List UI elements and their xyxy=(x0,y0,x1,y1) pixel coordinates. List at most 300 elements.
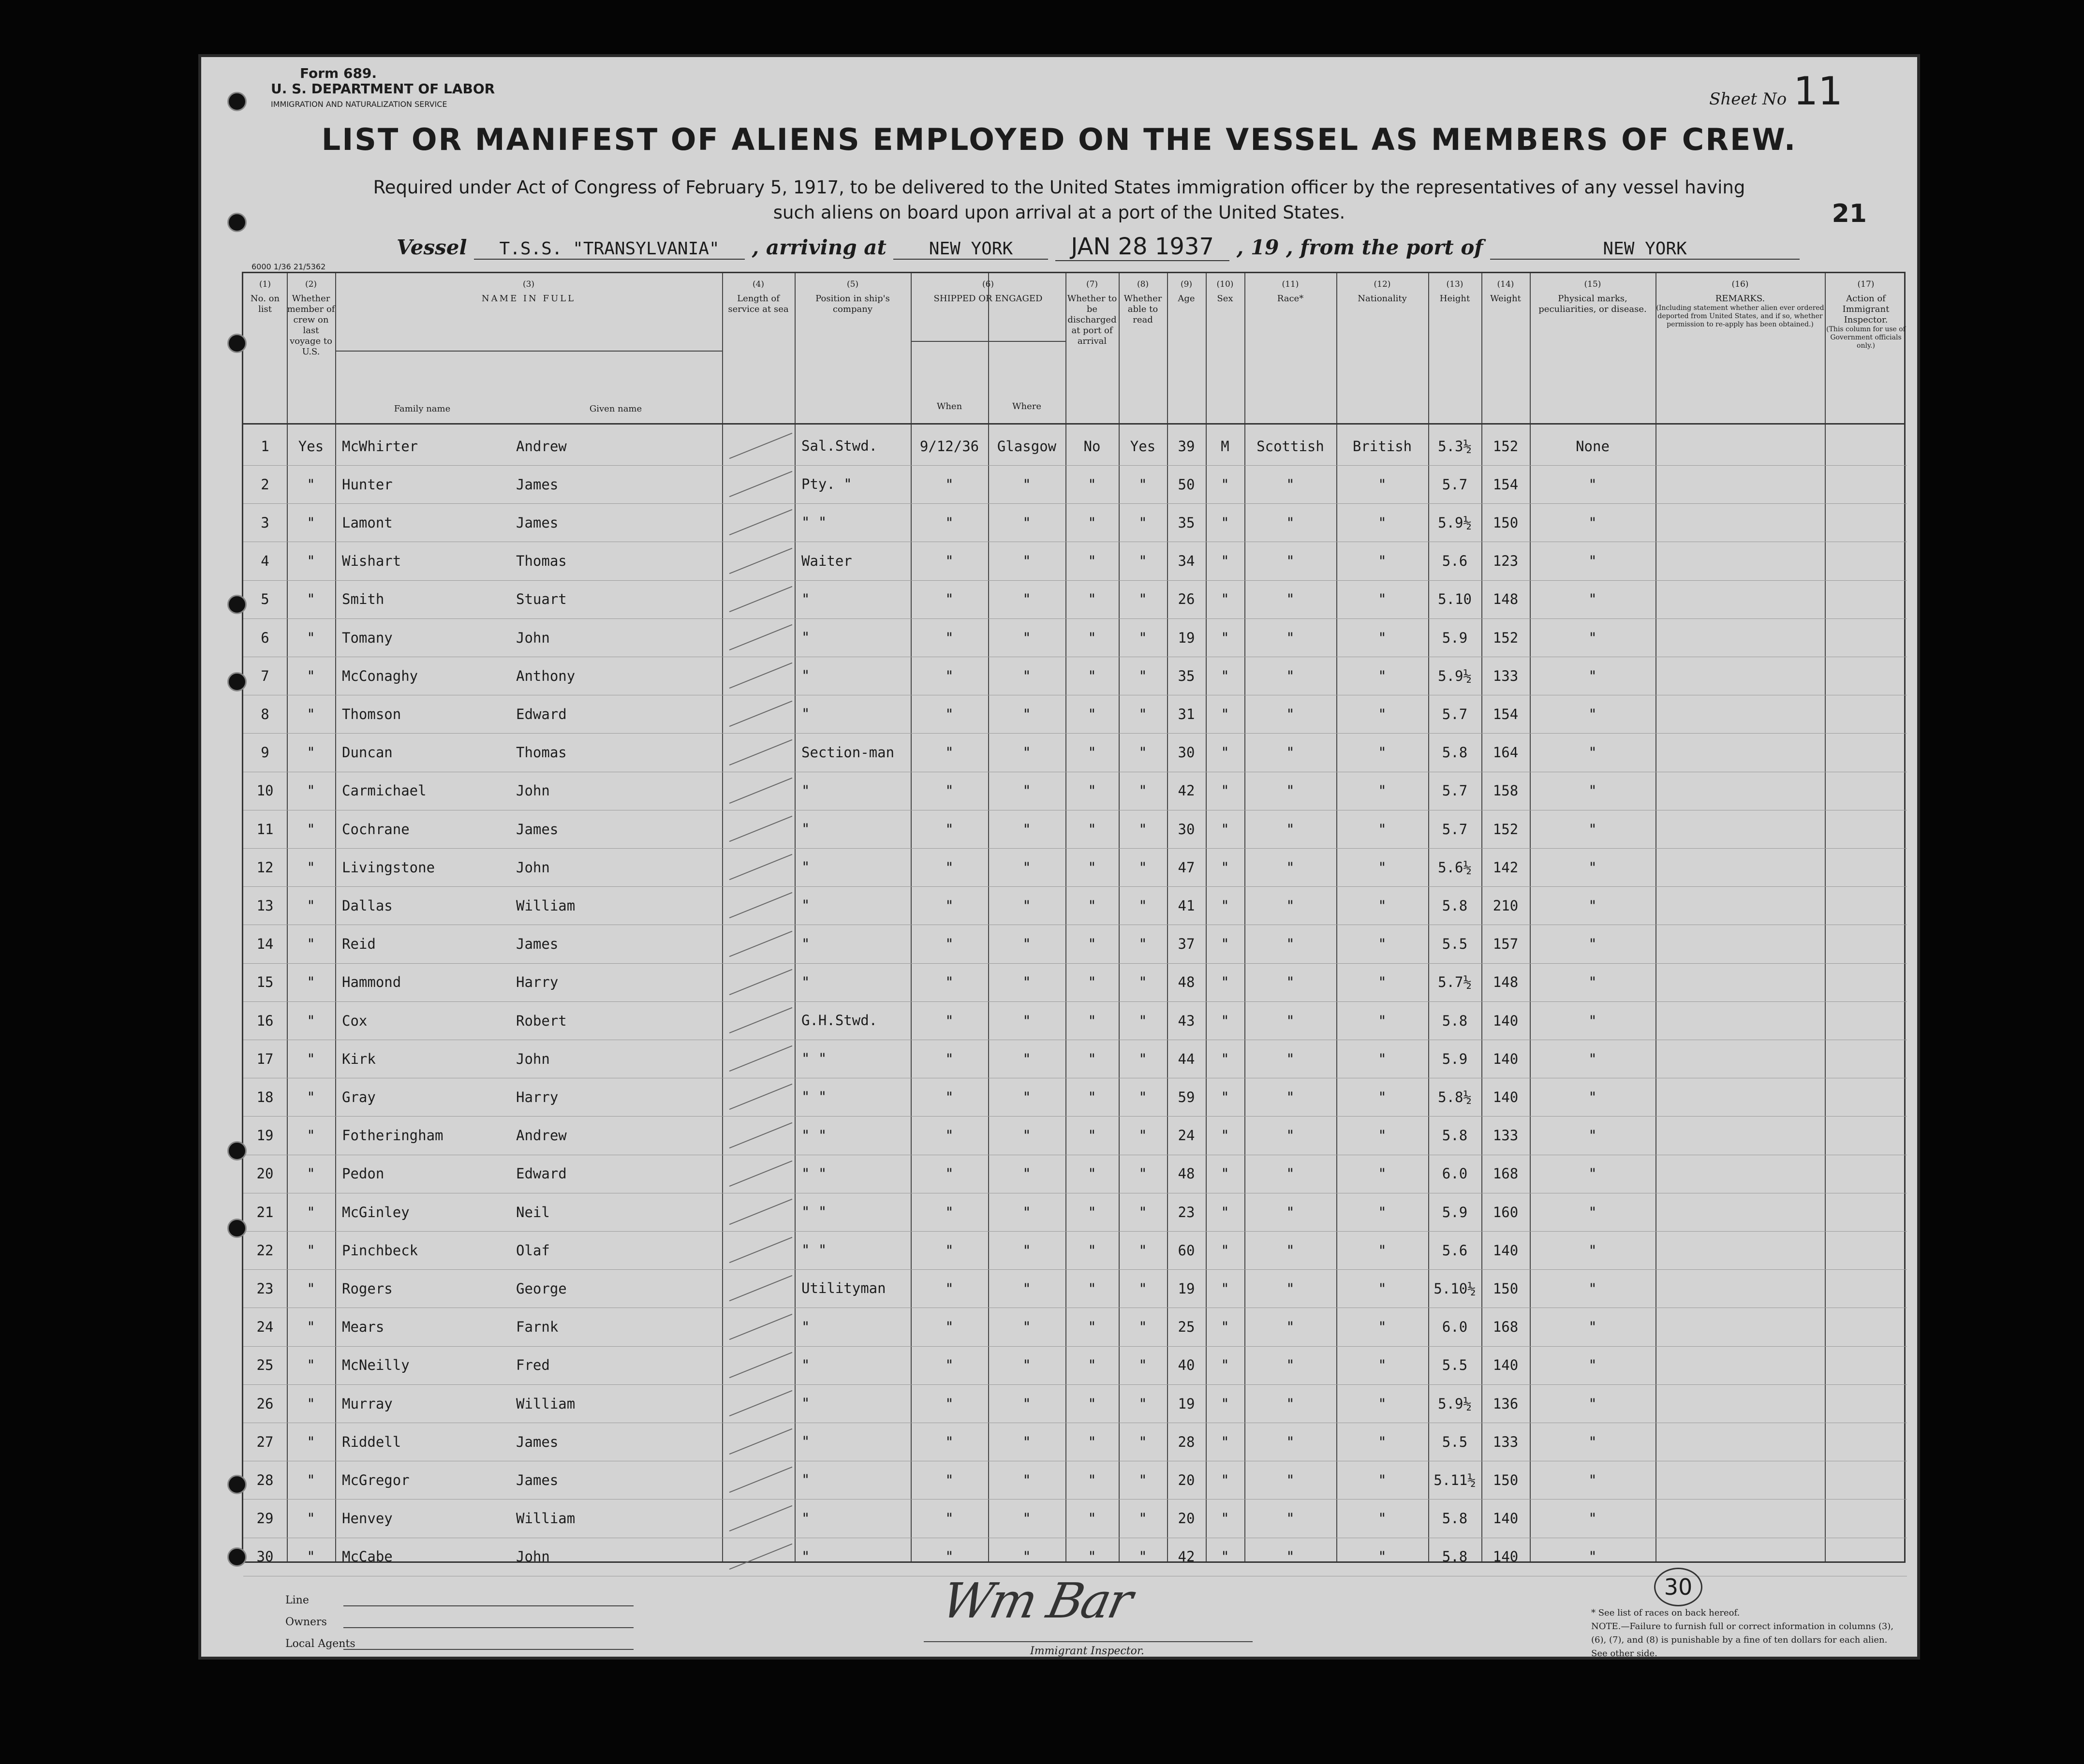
cell-prev: " xyxy=(307,1242,315,1259)
cell-family: Cochrane xyxy=(342,821,410,838)
cell-read: " xyxy=(1138,897,1147,914)
cell-weight: 140 xyxy=(1493,1012,1519,1029)
inspector-signature: Wm Bar xyxy=(937,1573,1136,1629)
service-tick-mark xyxy=(729,1505,793,1531)
cell-sex: " xyxy=(1221,1548,1229,1565)
cell-marks: " xyxy=(1588,936,1597,953)
cell-where: " xyxy=(1022,1280,1031,1297)
cell-disch: " xyxy=(1088,1395,1096,1412)
cell-age: 37 xyxy=(1178,936,1195,953)
cell-age: 20 xyxy=(1178,1510,1195,1527)
cell-when: " xyxy=(945,1471,954,1488)
cell-disch: " xyxy=(1088,936,1096,953)
cell-weight: 133 xyxy=(1493,667,1519,684)
cell-read: " xyxy=(1138,1127,1147,1144)
cell-given: Farnk xyxy=(516,1319,559,1336)
cell-prev: " xyxy=(307,553,315,570)
cell-marks: " xyxy=(1588,1242,1597,1259)
table-row xyxy=(243,618,1907,657)
cell-read: " xyxy=(1138,1012,1147,1029)
cell-given: Olaf xyxy=(516,1242,550,1259)
cell-nat: " xyxy=(1378,476,1387,493)
cell-nat: " xyxy=(1378,553,1387,570)
cell-position: " xyxy=(801,1395,810,1411)
cell-given: John xyxy=(516,859,550,876)
cell-disch: " xyxy=(1088,1357,1096,1374)
cell-position: " xyxy=(801,1471,810,1488)
cell-nat: " xyxy=(1378,1165,1387,1182)
cell-sex: " xyxy=(1221,1242,1229,1259)
cell-family: Pedon xyxy=(342,1165,384,1182)
cell-prev: " xyxy=(307,1471,315,1488)
header-when: When xyxy=(936,401,962,412)
cell-weight: 140 xyxy=(1493,1050,1519,1067)
cell-sex: " xyxy=(1221,1357,1229,1374)
cell-no: 22 xyxy=(256,1242,274,1259)
table-row xyxy=(243,810,1907,849)
cell-position: " " xyxy=(801,1165,827,1182)
cell-family: Hammond xyxy=(342,974,401,991)
cell-family: Reid xyxy=(342,936,376,953)
cell-race: " xyxy=(1286,514,1295,531)
cell-race: " xyxy=(1286,706,1295,722)
cell-family: McCabe xyxy=(342,1548,393,1565)
cell-age: 59 xyxy=(1178,1088,1195,1105)
table-row xyxy=(243,542,1907,581)
cell-sex: " xyxy=(1221,706,1229,722)
cell-disch: " xyxy=(1088,1050,1096,1067)
cell-read: " xyxy=(1138,936,1147,953)
cell-race: " xyxy=(1286,1471,1295,1488)
cell-nat: " xyxy=(1378,821,1387,838)
cell-where: " xyxy=(1022,1127,1031,1144)
cell-when: " xyxy=(945,1165,954,1182)
cell-race: " xyxy=(1286,1165,1295,1182)
from-port: NEW YORK xyxy=(1490,239,1800,260)
cell-family: McConaghy xyxy=(342,667,418,684)
vessel-label: Vessel xyxy=(397,235,467,259)
header-name: (3) NAME IN FULL xyxy=(481,279,576,304)
cell-prev: " xyxy=(307,821,315,838)
cell-given: Stuart xyxy=(516,591,567,608)
table-row xyxy=(243,1001,1907,1040)
cell-given: Thomas xyxy=(516,744,567,761)
header-family-name: Family name xyxy=(394,404,451,414)
cell-read: " xyxy=(1138,1280,1147,1297)
cell-when: " xyxy=(945,629,954,646)
service-tick-mark xyxy=(729,547,793,573)
cell-family: Thomson xyxy=(342,706,401,722)
cell-when: " xyxy=(945,1357,954,1374)
cell-sex: " xyxy=(1221,1088,1229,1105)
cell-race: " xyxy=(1286,744,1295,761)
table-row xyxy=(243,848,1907,887)
cell-weight: 158 xyxy=(1493,782,1519,799)
document-subtitle: Required under Act of Congress of February 5, 1917, to be delivered to the United States immigration officer by the representatives of any vessel having such aliens on board upon arrival at a port of the United States. xyxy=(373,177,1745,223)
cell-read: " xyxy=(1138,744,1147,761)
cell-position: " " xyxy=(801,1242,827,1259)
cell-no: 9 xyxy=(261,744,269,761)
cell-no: 8 xyxy=(261,706,269,722)
cell-when: " xyxy=(945,476,954,493)
table-row xyxy=(243,427,1907,466)
cell-weight: 148 xyxy=(1493,591,1519,608)
cell-age: 19 xyxy=(1178,1395,1195,1412)
header-shipped: (6) SHIPPED OR ENGAGED xyxy=(933,279,1043,304)
cell-age: 28 xyxy=(1178,1433,1195,1450)
cell-weight: 157 xyxy=(1493,936,1519,953)
table-row xyxy=(243,1269,1907,1308)
cell-marks: " xyxy=(1588,1127,1597,1144)
cell-read: " xyxy=(1138,1242,1147,1259)
cell-sex: " xyxy=(1221,667,1229,684)
cell-read: " xyxy=(1138,1395,1147,1412)
cell-read: " xyxy=(1138,629,1147,646)
cell-no: 28 xyxy=(256,1471,274,1488)
cell-sex: " xyxy=(1221,1165,1229,1182)
cell-prev: " xyxy=(307,1050,315,1067)
cell-age: 41 xyxy=(1178,897,1195,914)
owners-label: Owners xyxy=(285,1616,327,1628)
cell-prev: " xyxy=(307,1319,315,1336)
cell-height: 5.7 xyxy=(1442,821,1468,838)
table-row xyxy=(243,925,1907,964)
cell-race: " xyxy=(1286,1280,1295,1297)
service-tick-mark xyxy=(729,1313,793,1339)
cell-position: " " xyxy=(801,1127,827,1144)
cell-sex: " xyxy=(1221,974,1229,991)
vessel-name: T.S.S. "TRANSYLVANIA" xyxy=(474,239,745,260)
cell-when: " xyxy=(945,591,954,608)
cell-prev: " xyxy=(307,1165,315,1182)
punch-hole xyxy=(227,1219,247,1238)
cell-nat: " xyxy=(1378,1395,1387,1412)
cell-read: " xyxy=(1138,553,1147,570)
cell-no: 10 xyxy=(256,782,274,799)
cell-given: Edward xyxy=(516,706,567,722)
cell-weight: 168 xyxy=(1493,1319,1519,1336)
cell-read: " xyxy=(1138,1433,1147,1450)
cell-height: 5.9½ xyxy=(1438,514,1472,531)
cell-marks: " xyxy=(1588,1165,1597,1182)
service-tick-mark xyxy=(729,1161,793,1187)
cell-where: " xyxy=(1022,1050,1031,1067)
cell-weight: 140 xyxy=(1493,1242,1519,1259)
cell-weight: 133 xyxy=(1493,1433,1519,1450)
cell-read: " xyxy=(1138,974,1147,991)
cell-position: Section-man xyxy=(801,744,895,761)
cell-given: James xyxy=(516,1471,559,1488)
cell-family: Kirk xyxy=(342,1050,376,1067)
cell-read: " xyxy=(1138,1088,1147,1105)
cell-given: John xyxy=(516,1548,550,1565)
cell-marks: " xyxy=(1588,1280,1597,1297)
cell-nat: " xyxy=(1378,629,1387,646)
cell-weight: 150 xyxy=(1493,1280,1519,1297)
header-race: (11) Race* xyxy=(1277,279,1304,304)
cell-sex: " xyxy=(1221,1050,1229,1067)
cell-height: 5.11½ xyxy=(1434,1471,1476,1488)
cell-position: Utilityman xyxy=(801,1280,886,1297)
header-remarks: (16) REMARKS. (Including statement whether alien ever ordered deported from United States, and if so, whether permission to re-apply has been obtained.) xyxy=(1656,279,1824,328)
header-sex: (10) Sex xyxy=(1216,279,1234,304)
service-tick-mark xyxy=(729,1007,793,1033)
service-tick-mark xyxy=(729,969,793,995)
cell-no: 5 xyxy=(261,591,269,608)
cell-race: " xyxy=(1286,1548,1295,1565)
cell-weight: 133 xyxy=(1493,1127,1519,1144)
cell-given: Harry xyxy=(516,1088,559,1105)
cell-given: Robert xyxy=(516,1012,567,1029)
cell-height: 5.5 xyxy=(1442,1433,1468,1450)
cell-prev: " xyxy=(307,1280,315,1297)
cell-marks: " xyxy=(1588,782,1597,799)
service-tick-mark xyxy=(729,1467,793,1493)
cell-weight: 142 xyxy=(1493,859,1519,876)
cell-family: Henvey xyxy=(342,1510,393,1527)
cell-weight: 152 xyxy=(1493,821,1519,838)
cell-disch: " xyxy=(1088,1012,1096,1029)
cell-sex: " xyxy=(1221,1204,1229,1220)
cell-disch: " xyxy=(1088,1242,1096,1259)
local-agents-label: Local Agents xyxy=(285,1638,355,1650)
cell-age: 40 xyxy=(1178,1357,1195,1374)
cell-disch: " xyxy=(1088,1433,1096,1450)
cell-age: 48 xyxy=(1178,974,1195,991)
cell-age: 48 xyxy=(1178,1165,1195,1182)
cell-given: James xyxy=(516,1433,559,1450)
cell-where: " xyxy=(1022,1204,1031,1220)
punch-hole xyxy=(227,672,247,691)
cell-no: 21 xyxy=(256,1204,274,1220)
cell-where: " xyxy=(1022,1165,1031,1182)
header-given-name: Given name xyxy=(589,404,642,414)
cell-race: " xyxy=(1286,1088,1295,1105)
cell-race: " xyxy=(1286,782,1295,799)
cell-race: " xyxy=(1286,476,1295,493)
cell-sex: " xyxy=(1221,1319,1229,1336)
cell-prev: " xyxy=(307,1012,315,1029)
cell-height: 5.6½ xyxy=(1438,859,1472,876)
cell-read: " xyxy=(1138,514,1147,531)
cell-position: " xyxy=(801,706,810,722)
print-code: 6000 1/36 21/5362 xyxy=(251,262,326,271)
cell-when: " xyxy=(945,1050,954,1067)
cell-nat: " xyxy=(1378,1204,1387,1220)
cell-when: " xyxy=(945,1395,954,1412)
year-label: , 19 xyxy=(1236,235,1279,259)
punch-hole xyxy=(227,595,247,614)
cell-race: " xyxy=(1286,1319,1295,1336)
cell-age: 19 xyxy=(1178,629,1195,646)
table-row xyxy=(243,734,1907,772)
cell-position: " xyxy=(801,1356,810,1373)
cell-position: " " xyxy=(801,514,827,531)
cell-weight: 160 xyxy=(1493,1204,1519,1220)
cell-no: 26 xyxy=(256,1395,274,1412)
table-row xyxy=(243,1117,1907,1155)
cell-where: " xyxy=(1022,591,1031,608)
cell-marks: " xyxy=(1588,897,1597,914)
cell-weight: 210 xyxy=(1493,897,1519,914)
cell-position: " xyxy=(801,1433,810,1450)
cell-no: 27 xyxy=(256,1433,274,1450)
cell-sex: " xyxy=(1221,591,1229,608)
cell-disch: " xyxy=(1088,667,1096,684)
cell-family: Livingstone xyxy=(342,859,435,876)
cell-height: 5.6 xyxy=(1442,1242,1468,1259)
cell-age: 25 xyxy=(1178,1319,1195,1336)
cell-family: Fotheringham xyxy=(342,1127,443,1144)
cell-sex: " xyxy=(1221,1280,1229,1297)
table-row xyxy=(243,580,1907,619)
cell-disch: " xyxy=(1088,1088,1096,1105)
cell-no: 4 xyxy=(261,553,269,570)
cell-disch: " xyxy=(1088,1319,1096,1336)
cell-read: " xyxy=(1138,1471,1147,1488)
cell-height: 5.9 xyxy=(1442,1050,1468,1067)
cell-nat: " xyxy=(1378,859,1387,876)
cell-nat: " xyxy=(1378,897,1387,914)
header-no: (1) No. on list xyxy=(250,279,280,314)
cell-family: McWhirter xyxy=(342,438,418,455)
cell-marks: " xyxy=(1588,974,1597,991)
cell-no: 24 xyxy=(256,1319,274,1336)
service-tick-mark xyxy=(729,816,793,842)
cell-family: Murray xyxy=(342,1395,393,1412)
cell-nat: " xyxy=(1378,1510,1387,1527)
cell-where: " xyxy=(1022,974,1031,991)
cell-position: " xyxy=(801,935,810,952)
cell-given: James xyxy=(516,821,559,838)
cell-prev: " xyxy=(307,974,315,991)
cell-given: Edward xyxy=(516,1165,567,1182)
cell-given: James xyxy=(516,514,559,531)
cell-when: " xyxy=(945,1204,954,1220)
cell-marks: " xyxy=(1588,1050,1597,1067)
cell-weight: 164 xyxy=(1493,744,1519,761)
cell-height: 6.0 xyxy=(1442,1165,1468,1182)
cell-when: 9/12/36 xyxy=(919,438,979,455)
service-tick-mark xyxy=(729,471,793,497)
cell-race: " xyxy=(1286,1242,1295,1259)
cell-prev: " xyxy=(307,1127,315,1144)
cell-no: 1 xyxy=(261,438,269,455)
cell-family: Hunter xyxy=(342,476,393,493)
cell-disch: " xyxy=(1088,514,1096,531)
cell-when: " xyxy=(945,1127,954,1144)
cell-nat: " xyxy=(1378,1127,1387,1144)
cell-position: " xyxy=(801,667,810,684)
cell-no: 25 xyxy=(256,1357,274,1374)
service-tick-mark xyxy=(729,739,793,765)
cell-read: " xyxy=(1138,706,1147,722)
header-read: (8) Whether able to read xyxy=(1123,279,1162,325)
cell-disch: " xyxy=(1088,897,1096,914)
cell-given: James xyxy=(516,476,559,493)
cell-position: Waiter xyxy=(801,552,852,569)
cell-height: 5.7 xyxy=(1442,476,1468,493)
cell-given: George xyxy=(516,1280,567,1297)
cell-weight: 154 xyxy=(1493,706,1519,722)
cell-height: 5.7½ xyxy=(1438,974,1472,991)
service-tick-mark xyxy=(729,1199,793,1225)
cell-disch: " xyxy=(1088,821,1096,838)
cell-sex: " xyxy=(1221,1395,1229,1412)
cell-marks: " xyxy=(1588,667,1597,684)
cell-marks: " xyxy=(1588,1012,1597,1029)
service-tick-mark xyxy=(729,662,793,689)
cell-sex: " xyxy=(1221,476,1229,493)
service-tick-mark xyxy=(729,1352,793,1378)
cell-nat: " xyxy=(1378,1433,1387,1450)
form-label: Form 689. xyxy=(300,65,377,81)
cell-read: " xyxy=(1138,667,1147,684)
punch-hole xyxy=(227,213,247,232)
cell-where: " xyxy=(1022,1548,1031,1565)
punch-hole xyxy=(227,1141,247,1161)
races-note: * See list of races on back hereof. xyxy=(1591,1608,1740,1618)
cell-read: " xyxy=(1138,1204,1147,1220)
table-row xyxy=(243,772,1907,810)
cell-disch: " xyxy=(1088,1165,1096,1182)
cell-sex: " xyxy=(1221,553,1229,570)
cell-family: Pinchbeck xyxy=(342,1242,418,1259)
cell-sex: M xyxy=(1221,438,1229,455)
cell-when: " xyxy=(945,821,954,838)
header-height: (13) Height xyxy=(1439,279,1470,304)
cell-prev: Yes xyxy=(298,438,324,455)
cell-where: " xyxy=(1022,1395,1031,1412)
cell-nat: " xyxy=(1378,1088,1387,1105)
cell-where: " xyxy=(1022,1471,1031,1488)
table-row xyxy=(243,1078,1907,1117)
cell-age: 30 xyxy=(1178,821,1195,838)
cell-position: " xyxy=(801,1548,810,1565)
cell-height: 5.8 xyxy=(1442,1510,1468,1527)
cell-position: " " xyxy=(801,1050,827,1067)
cell-weight: 148 xyxy=(1493,974,1519,991)
cell-race: " xyxy=(1286,667,1295,684)
cell-nat: " xyxy=(1378,1357,1387,1374)
cell-when: " xyxy=(945,1548,954,1565)
cell-no: 19 xyxy=(256,1127,274,1144)
cell-position: " xyxy=(801,629,810,646)
cell-position: " xyxy=(801,897,810,914)
cell-given: Harry xyxy=(516,974,559,991)
cell-prev: " xyxy=(307,1510,315,1527)
cell-age: 26 xyxy=(1178,591,1195,608)
cell-weight: 150 xyxy=(1493,514,1519,531)
cell-sex: " xyxy=(1221,782,1229,799)
cell-no: 15 xyxy=(256,974,274,991)
cell-no: 17 xyxy=(256,1050,274,1067)
cell-age: 35 xyxy=(1178,667,1195,684)
cell-where: " xyxy=(1022,859,1031,876)
service-tick-mark xyxy=(729,701,793,727)
cell-nat: " xyxy=(1378,974,1387,991)
cell-weight: 154 xyxy=(1493,476,1519,493)
cell-height: 5.7 xyxy=(1442,706,1468,722)
cell-race: " xyxy=(1286,1433,1295,1450)
cell-read: " xyxy=(1138,1165,1147,1182)
cell-disch: " xyxy=(1088,1471,1096,1488)
cell-prev: " xyxy=(307,1204,315,1220)
cell-where: " xyxy=(1022,476,1031,493)
punch-hole xyxy=(227,334,247,353)
cell-when: " xyxy=(945,514,954,531)
cell-weight: 152 xyxy=(1493,629,1519,646)
